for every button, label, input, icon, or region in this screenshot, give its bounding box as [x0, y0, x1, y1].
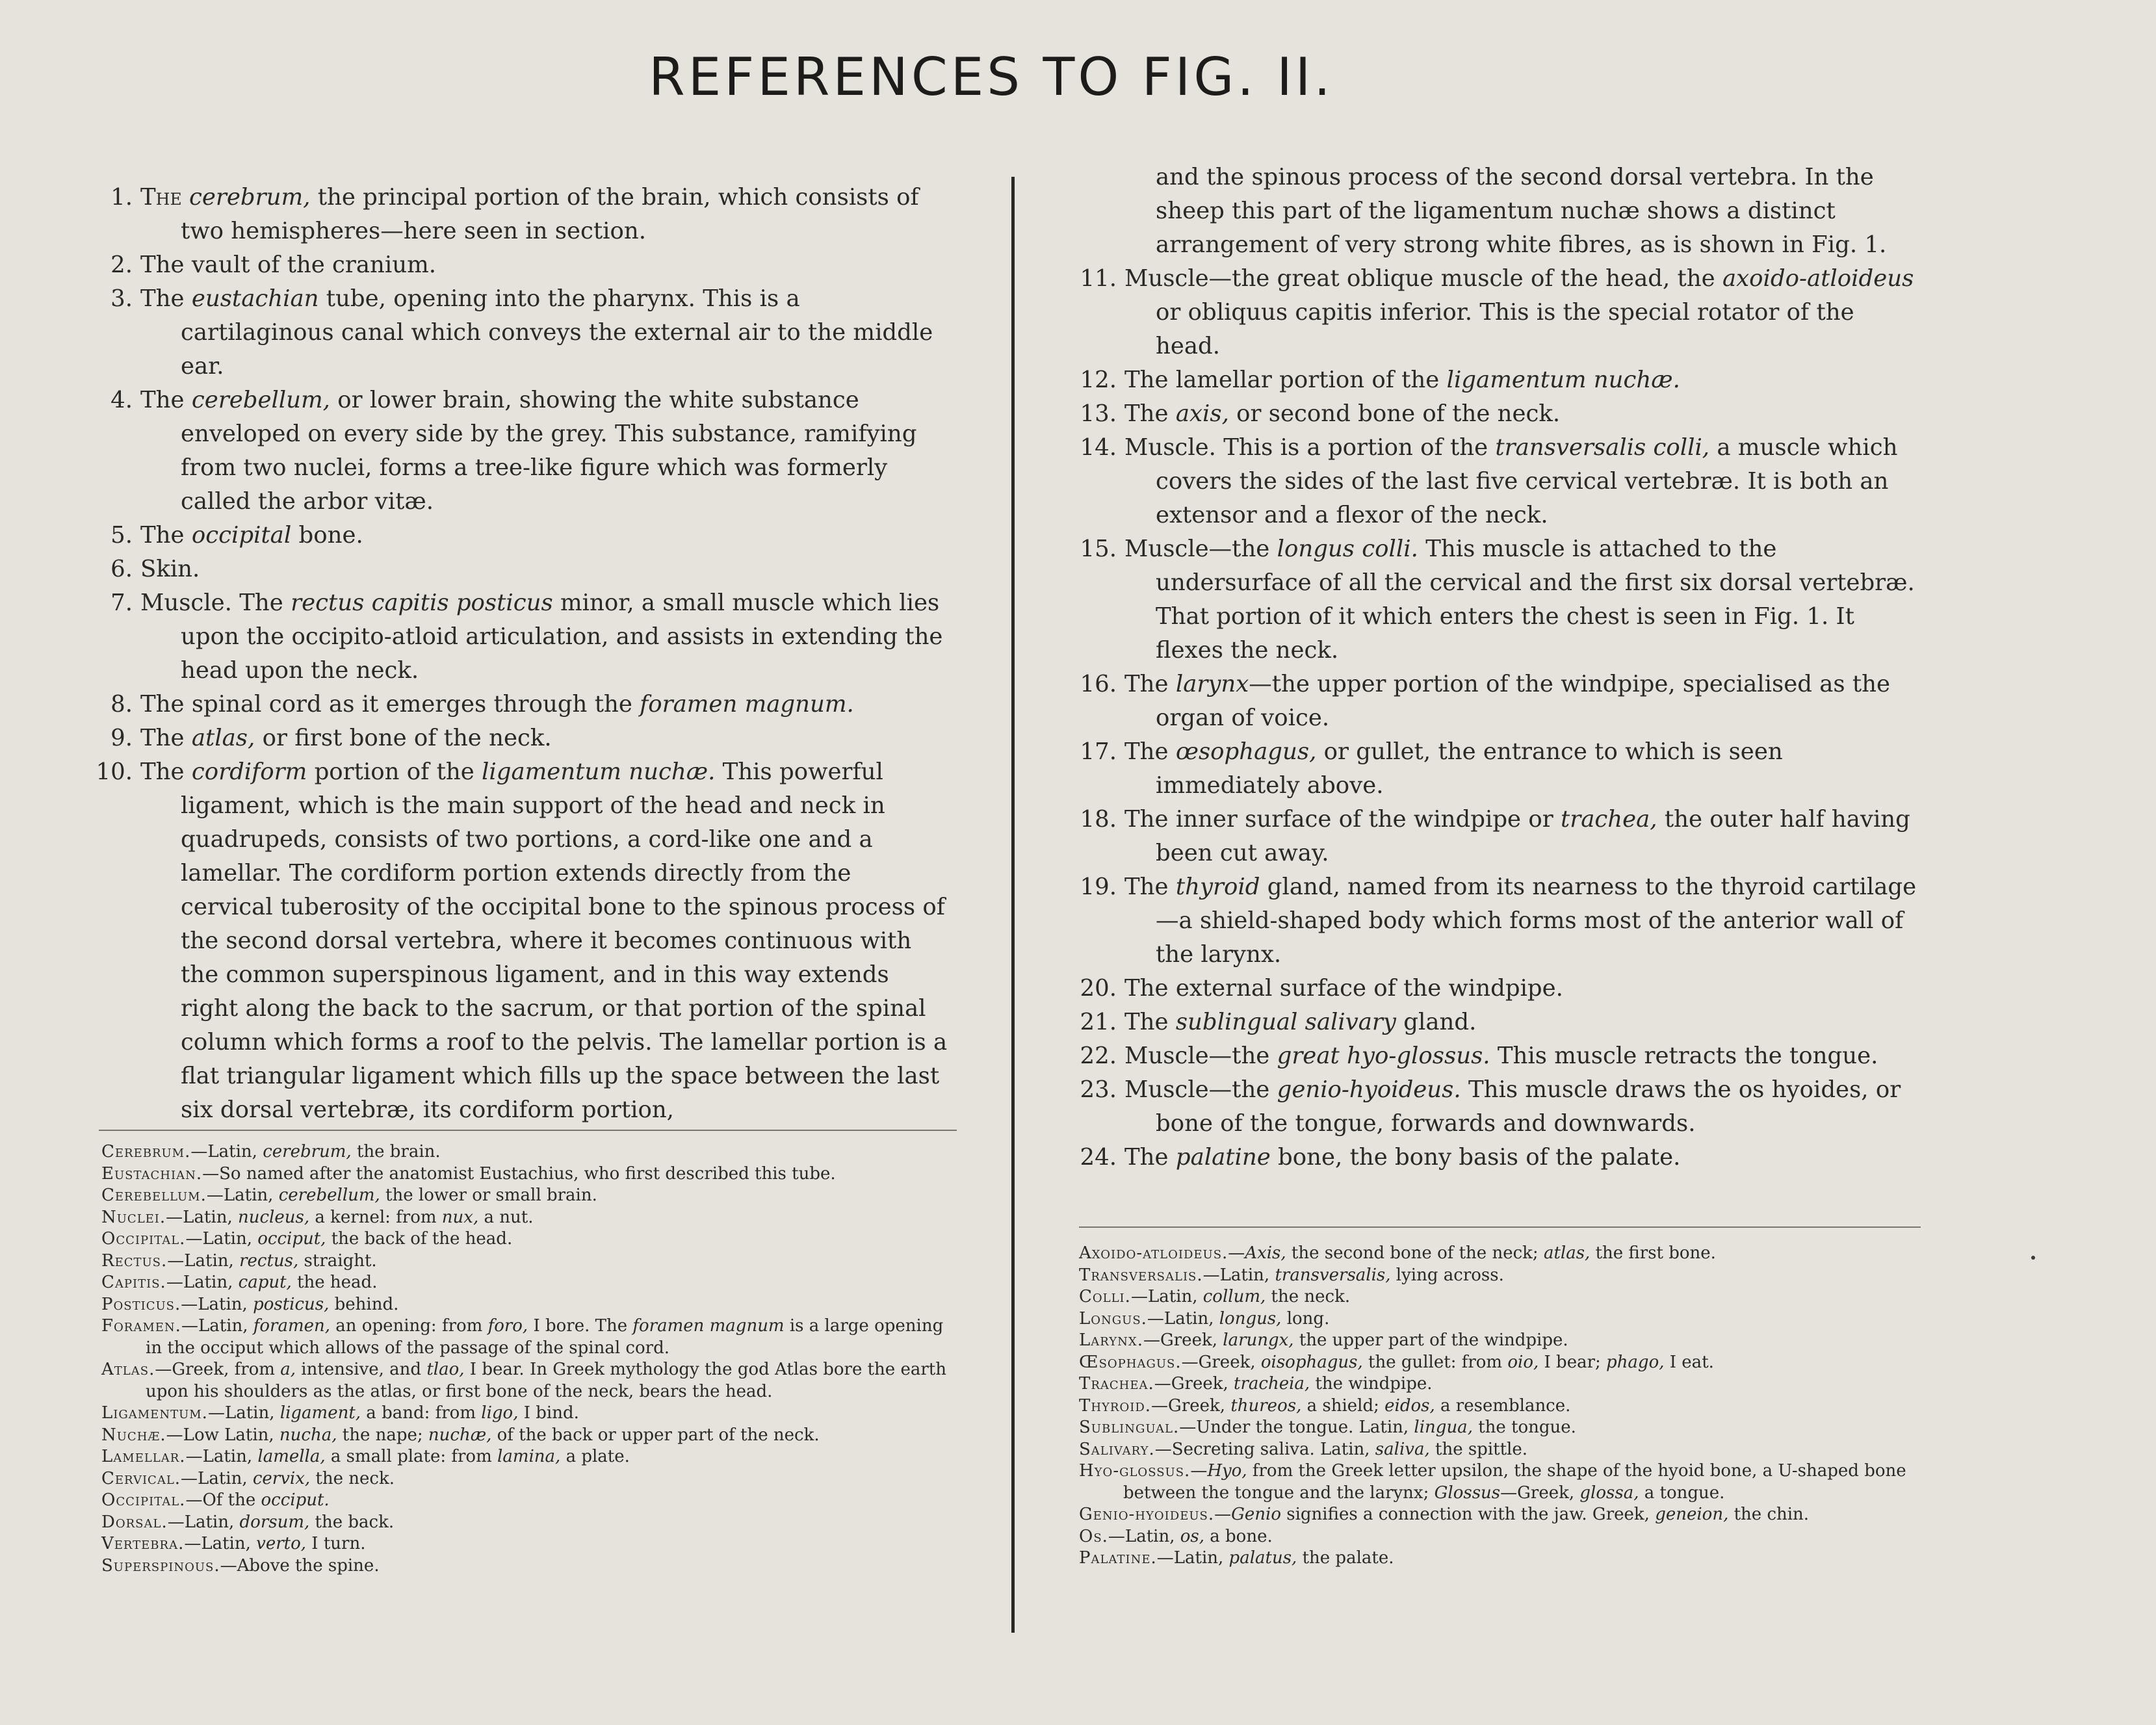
glossary-entry [101, 1512, 950, 1534]
glossary-definition: —Secreting saliva. Latin, saliva, the spittle. [1154, 1439, 1528, 1459]
reference-number: 14. [1080, 434, 1117, 461]
glossary-term: Trachea. [1079, 1374, 1154, 1394]
glossary-term: Occipital. [101, 1490, 186, 1510]
glossary-definition: —Greek, oisophagus, the gullet: from oio, I bear; phago, I eat. [1181, 1352, 1714, 1372]
glossary-entry [1079, 1286, 1924, 1308]
glossary-term: Longus. [1079, 1308, 1147, 1329]
reference-text: Muscle. This is a portion of the transversalis colli, a muscle which covers the sides of the last five cervical vertebræ. It is both an extensor and a flexor of the neck. [1124, 434, 1898, 528]
reference-text: and the spinous process of the second dorsal vertebra. In the sheep this part of the ligamentum nuchæ shows a distinct arrangement of very strong white fibres, as is shown in Fig. 1. [1156, 164, 1887, 258]
glossary-entry [101, 1446, 950, 1468]
glossary-definition: —Latin, longus, long. [1147, 1308, 1330, 1329]
glossary-term: Colli. [1079, 1287, 1131, 1306]
glossary-term: Hyo-glossus. [1079, 1461, 1191, 1481]
glossary-definition: —Latin, cerebrum, the brain. [190, 1142, 441, 1161]
reference-number: 1. [110, 184, 133, 211]
glossary-term: Superspinous. [101, 1555, 220, 1576]
reference-item [1066, 1005, 1921, 1039]
glossary-entry [101, 1316, 950, 1359]
glossary-entry [101, 1294, 950, 1316]
right-glossary [1079, 1243, 1924, 1570]
reference-number: 20. [1080, 975, 1117, 1002]
reference-text: The cerebrum, the principal portion of the brain, which consists of two hemispheres—here seen in section. [140, 184, 919, 244]
glossary-definition: —Greek, from a, intensive, and tlao, I bear. In Greek mythology the god Atlas bore the earth upon his shoulders as the atlas, or first bone of the neck, bears the head. [146, 1360, 946, 1401]
reference-item [91, 552, 949, 586]
reference-text: The axis, or second bone of the neck. [1124, 400, 1561, 427]
left-references [91, 181, 949, 1127]
glossary-definition: —Under the tongue. Latin, lingua, the tongue. [1179, 1418, 1576, 1437]
reference-item [1066, 803, 1921, 870]
reference-text: The cordiform portion of the ligamentum nuchæ. This powerful ligament, which is the main support of the head and neck in quadrupeds, consists of two portions, a cord-like one and a lamellar. The cordiform portion extends directly from the cervical tuberosity of the occipital bone to the spinous process of the second dorsal vertebra, where it becomes continuous with the common superspinous ligament, and in this way extends right along the back to the sacrum, or that portion of the spinal column which forms a roof to the pelvis. The lamellar portion is a flat triangular ligament which fills up the space between the last six dorsal vertebræ, its cordiform portion, [140, 759, 948, 1123]
glossary-definition: —Latin, verto, I turn. [184, 1534, 366, 1553]
reference-item [1066, 262, 1921, 363]
glossary-term: Dorsal. [101, 1512, 168, 1532]
glossary-term: Os. [1079, 1526, 1108, 1546]
glossary-definition: —Latin, collum, the neck. [1130, 1287, 1351, 1306]
reference-number: 13. [1080, 400, 1117, 427]
reference-item [1066, 532, 1921, 668]
glossary-definition: —Latin, cervix, the neck. [181, 1468, 395, 1488]
reference-text: The inner surface of the windpipe or trachea, the outer half having been cut away. [1124, 806, 1910, 866]
reference-item [91, 721, 949, 755]
glossary-term: Transversalis. [1079, 1265, 1203, 1285]
glossary-definition: —Greek, larungx, the upper part of the windpipe. [1143, 1330, 1568, 1350]
glossary-term: Cervical. [101, 1468, 181, 1488]
glossary-term: Atlas. [101, 1360, 155, 1379]
glossary-entry [101, 1359, 950, 1403]
reference-number: 3. [110, 285, 133, 312]
reference-number: 8. [110, 691, 133, 718]
glossary-term: Larynx. [1079, 1330, 1143, 1350]
glossary-term: Lamellar. [101, 1447, 186, 1466]
reference-item [1066, 972, 1921, 1005]
glossary-definition: —Latin, caput, the head. [166, 1273, 378, 1292]
glossary-entry [101, 1468, 950, 1490]
reference-item [91, 248, 949, 282]
glossary-definition: —Genio signifies a connection with the jaw. Greek, geneion, the chin. [1214, 1505, 1810, 1524]
reference-text: The spinal cord as it emerges through the foramen magnum. [140, 691, 854, 718]
reference-number: 21. [1080, 1009, 1117, 1035]
reference-item [91, 586, 949, 688]
glossary-definition: —Latin, foramen, an opening: from foro, I bore. The foramen magnum is a large opening in the occiput which allows of the passage of the spinal cord. [146, 1316, 944, 1358]
glossary-entry [101, 1251, 950, 1273]
reference-number: 5. [110, 522, 133, 549]
glossary-term: Thyroid. [1079, 1395, 1152, 1416]
right-references [1066, 161, 1921, 1174]
glossary-term: Foramen. [101, 1316, 181, 1336]
glossary-entry [1079, 1460, 1924, 1504]
glossary-term: Cerebrum. [101, 1142, 191, 1161]
glossary-definition: —Latin, transversalis, lying across. [1202, 1265, 1504, 1285]
reference-item [91, 383, 949, 519]
reference-text: The palatine bone, the bony basis of the palate. [1124, 1144, 1681, 1171]
glossary-term: Nuchæ. [101, 1425, 166, 1445]
glossary-term: Ligamentum. [101, 1403, 208, 1423]
footnote-rule-left [99, 1130, 957, 1131]
glossary-term: Œsophagus. [1079, 1352, 1182, 1372]
glossary-definition: —Of the occiput. [185, 1490, 330, 1510]
reference-item [1066, 397, 1921, 431]
glossary-term: Salivary. [1079, 1439, 1155, 1459]
glossary-term: Capitis. [101, 1273, 166, 1292]
reference-text: The larynx—the upper portion of the windpipe, specialised as the organ of voice. [1124, 671, 1891, 731]
glossary-term: Sublingual. [1079, 1418, 1180, 1437]
reference-number: 15. [1080, 536, 1117, 562]
glossary-entry [1079, 1265, 1924, 1287]
reference-item [1066, 363, 1921, 397]
glossary-entry [101, 1555, 950, 1577]
glossary-entry [101, 1490, 950, 1512]
reference-text: The eustachian tube, opening into the pharynx. This is a cartilaginous canal which conveys the external air to the middle ear. [140, 285, 933, 380]
glossary-entry [1079, 1373, 1924, 1395]
glossary-definition: —Axis, the second bone of the neck; atlas, the first bone. [1228, 1243, 1716, 1263]
glossary-term: Vertebra. [101, 1534, 185, 1553]
glossary-entry [1079, 1504, 1924, 1526]
reference-item [91, 519, 949, 552]
reference-number: 2. [110, 252, 133, 278]
reference-text: The œsophagus, or gullet, the entrance to which is seen immediately above. [1124, 738, 1783, 799]
reference-item [91, 282, 949, 383]
glossary-entry [101, 1425, 950, 1447]
glossary-definition: —Latin, occiput, the back of the head. [185, 1229, 513, 1249]
glossary-definition: —Latin, rectus, straight. [167, 1251, 377, 1271]
reference-number: 7. [110, 590, 133, 616]
reference-item [1066, 1073, 1921, 1141]
glossary-entry [1079, 1548, 1924, 1570]
reference-item [91, 688, 949, 721]
reference-text: Muscle—the genio-hyoideus. This muscle draws the os hyoides, or bone of the tongue, forwards and downwards. [1124, 1076, 1901, 1137]
reference-text: Muscle. The rectus capitis posticus minor, a small muscle which lies upon the occipito-atloid articulation, and assists in extending the head upon the neck. [140, 590, 943, 684]
glossary-definition: —Latin, nucleus, a kernel: from nux, a nut. [166, 1207, 534, 1227]
glossary-entry [1079, 1352, 1924, 1374]
reference-item [1066, 1141, 1921, 1174]
reference-text: The thyroid gland, named from its nearness to the thyroid cartilage—a shield-shaped body which forms most of the anterior wall of the larynx. [1124, 874, 1917, 968]
column-divider [1011, 177, 1015, 1633]
glossary-entry [101, 1403, 950, 1425]
page-title: REFERENCES TO FIG. II. [649, 47, 1334, 107]
glossary-term: Occipital. [101, 1229, 186, 1249]
reference-text: Skin. [140, 556, 200, 582]
glossary-entry [1079, 1330, 1924, 1352]
reference-item [1066, 1039, 1921, 1073]
reference-number: 19. [1080, 874, 1117, 900]
glossary-entry [1079, 1526, 1924, 1548]
reference-item [1066, 870, 1921, 972]
glossary-entry [101, 1533, 950, 1555]
glossary-term: Rectus. [101, 1251, 168, 1271]
reference-item [1066, 431, 1921, 532]
reference-number: 6. [110, 556, 133, 582]
glossary-entry [1079, 1308, 1924, 1330]
glossary-definition: —Hyo, from the Greek letter upsilon, the shape of the hyoid bone, a U-shaped bone between the tongue and the larynx; Glossus—Greek, glossa, a tongue. [1123, 1461, 1906, 1503]
reference-text: The occipital bone. [140, 522, 363, 549]
glossary-definition: —Latin, cerebellum, the lower or small brain. [206, 1186, 597, 1205]
glossary-entry [101, 1185, 950, 1207]
reference-number: 9. [110, 725, 133, 751]
reference-number: 23. [1080, 1076, 1117, 1103]
reference-number: 18. [1080, 806, 1117, 833]
glossary-definition: —Low Latin, nucha, the nape; nuchæ, of the back or upper part of the neck. [166, 1425, 820, 1445]
reference-number: 16. [1080, 671, 1117, 697]
glossary-term: Cerebellum. [101, 1186, 207, 1205]
glossary-term: Palatine. [1079, 1548, 1157, 1568]
reference-number: 12. [1080, 367, 1117, 393]
reference-text: The vault of the cranium. [140, 252, 437, 278]
reference-item [1066, 668, 1921, 735]
reference-number: 17. [1080, 738, 1117, 765]
glossary-entry [1079, 1417, 1924, 1439]
reference-number: 10. [96, 759, 133, 785]
glossary-definition: —Latin, ligament, a band: from ligo, I bind. [207, 1403, 579, 1423]
glossary-term: Axoido-atloideus. [1079, 1243, 1228, 1263]
glossary-entry [1079, 1439, 1924, 1461]
glossary-entry [101, 1272, 950, 1294]
reference-item [91, 755, 949, 1127]
print-speck [2031, 1256, 2035, 1260]
reference-text: Muscle—the great oblique muscle of the head, the axoido-atloideus or obliquus capitis inferior. This is the special rotator of the head. [1124, 265, 1914, 359]
glossary-definition: —Latin, lamella, a small plate: from lamina, a plate. [185, 1447, 630, 1466]
reference-number: 24. [1080, 1144, 1117, 1171]
glossary-entry [1079, 1243, 1924, 1265]
glossary-term: Posticus. [101, 1294, 181, 1314]
glossary-definition: —Latin, os, a bone. [1108, 1526, 1273, 1546]
reference-text: The sublingual salivary gland. [1124, 1009, 1477, 1035]
glossary-entry [101, 1141, 950, 1163]
glossary-definition: —Latin, posticus, behind. [181, 1294, 399, 1314]
glossary-definition: —Latin, palatus, the palate. [1156, 1548, 1394, 1568]
reference-text: The cerebellum, or lower brain, showing the white substance enveloped on every side by the grey. This substance, ramifying from two nuclei, forms a tree-like figure which was formerly called the arbor vitæ. [140, 387, 917, 515]
reference-item [91, 181, 949, 248]
reference-text: The lamellar portion of the ligamentum nuchæ. [1124, 367, 1680, 393]
glossary-entry [101, 1228, 950, 1251]
reference-number: 4. [110, 387, 133, 413]
reference-text: Muscle—the longus colli. This muscle is attached to the undersurface of all the cervical and the first six dorsal vertebræ. That portion of it which enters the chest is seen in Fig. 1. It flexes the neck. [1124, 536, 1915, 664]
glossary-term: Nuclei. [101, 1207, 166, 1227]
glossary-entry [1079, 1395, 1924, 1418]
reference-item [1066, 161, 1921, 262]
reference-number: 22. [1080, 1043, 1117, 1069]
footnote-rule-right [1079, 1226, 1921, 1228]
left-glossary [101, 1141, 950, 1577]
glossary-term: Eustachian. [101, 1163, 203, 1184]
glossary-definition: —Greek, tracheia, the windpipe. [1154, 1374, 1433, 1394]
reference-text: The atlas, or first bone of the neck. [140, 725, 552, 751]
reference-text: The external surface of the windpipe. [1124, 975, 1563, 1002]
glossary-definition: —Greek, thureos, a shield; eidos, a resemblance. [1151, 1395, 1571, 1416]
glossary-definition: —So named after the anatomist Eustachius, who first described this tube. [202, 1163, 836, 1184]
glossary-entry [101, 1163, 950, 1186]
glossary-term: Genio-hyoideus. [1079, 1505, 1215, 1524]
reference-item [1066, 735, 1921, 803]
reference-number: 11. [1080, 265, 1117, 292]
glossary-definition: —Above the spine. [220, 1555, 380, 1576]
glossary-entry [101, 1207, 950, 1229]
glossary-definition: —Latin, dorsum, the back. [167, 1512, 395, 1532]
reference-text: Muscle—the great hyo-glossus. This muscle retracts the tongue. [1124, 1043, 1878, 1069]
